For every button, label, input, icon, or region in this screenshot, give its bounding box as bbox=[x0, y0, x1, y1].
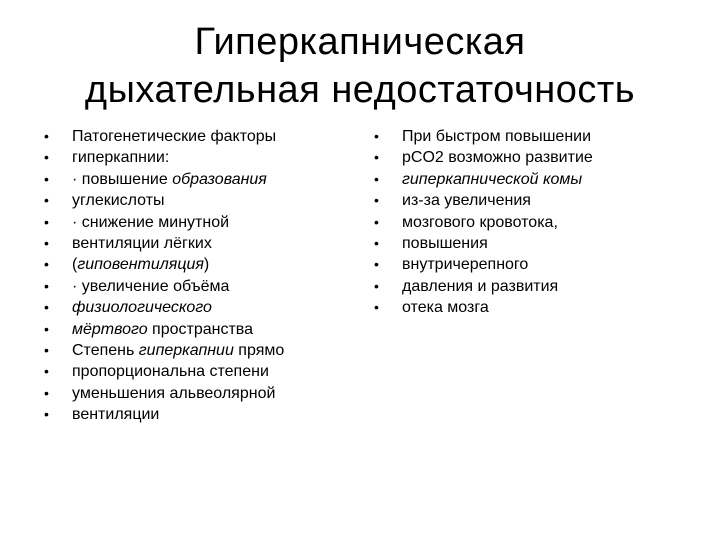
text-segment: гиперкапнии: bbox=[72, 149, 170, 167]
bullet-line bbox=[42, 254, 342, 275]
bullet-text bbox=[72, 340, 284, 361]
bullet-marker: • bbox=[44, 384, 49, 401]
bullet-text bbox=[72, 297, 212, 318]
bullet-marker: • bbox=[44, 363, 49, 380]
bullet-line bbox=[372, 126, 672, 147]
bullet-text bbox=[402, 212, 558, 233]
text-segment: прямо bbox=[233, 342, 285, 360]
bullet-text bbox=[72, 383, 275, 404]
bullet-marker: • bbox=[374, 128, 379, 144]
bullet-marker: • bbox=[374, 170, 379, 187]
bullet-line bbox=[372, 212, 672, 233]
bullet-marker: • bbox=[44, 256, 49, 273]
bullet-text bbox=[402, 147, 593, 168]
text-segment: уменьшения альвеолярной bbox=[72, 384, 276, 402]
text-segment: ( bbox=[72, 256, 78, 274]
bullet-text bbox=[72, 126, 276, 147]
bullet-line bbox=[42, 169, 342, 190]
bullet-marker: • bbox=[44, 299, 49, 316]
bullet-text bbox=[402, 276, 558, 297]
italic-text-segment: физиологического bbox=[72, 299, 212, 317]
text-segment: повышения bbox=[402, 235, 488, 253]
text-segment: внутричерепного bbox=[402, 256, 529, 274]
bullet-marker: • bbox=[44, 320, 49, 337]
bullet-marker: • bbox=[44, 213, 49, 230]
right-bullet-column bbox=[372, 126, 672, 319]
bullet-text bbox=[72, 212, 229, 233]
bullet-text bbox=[72, 190, 165, 211]
text-segment: · повышение bbox=[72, 170, 173, 188]
bullet-line bbox=[42, 147, 342, 168]
text-segment: пространства bbox=[147, 320, 254, 338]
bullet-marker: • bbox=[44, 149, 49, 166]
text-segment: давления и развития bbox=[402, 277, 559, 295]
slide-title bbox=[0, 18, 720, 114]
bullet-marker: • bbox=[374, 149, 379, 166]
bullet-marker: • bbox=[374, 299, 379, 316]
text-segment: отека мозга bbox=[402, 299, 489, 317]
bullet-marker: • bbox=[44, 406, 49, 423]
bullet-line bbox=[42, 340, 342, 361]
bullet-line bbox=[42, 233, 342, 254]
bullet-text bbox=[402, 233, 488, 254]
bullet-text bbox=[72, 147, 169, 168]
text-segment: ) bbox=[203, 256, 210, 274]
text-segment: вентиляции bbox=[72, 406, 160, 424]
bullet-marker: • bbox=[44, 170, 49, 187]
bullet-text bbox=[402, 190, 531, 211]
bullet-text bbox=[402, 126, 591, 147]
bullet-line bbox=[372, 297, 672, 318]
text-segment: из-за увеличения bbox=[402, 192, 531, 210]
title-line-2: дыхательная недостаточность bbox=[84, 69, 636, 111]
text-segment: рCO2 возможно развитие bbox=[402, 149, 593, 167]
bullet-text bbox=[402, 169, 582, 190]
bullet-text bbox=[72, 169, 267, 190]
bullet-text bbox=[72, 404, 159, 425]
bullet-marker: • bbox=[44, 192, 49, 209]
left-bullet-column bbox=[42, 126, 342, 426]
italic-text-segment: гиперкапнической комы bbox=[402, 170, 583, 188]
bullet-line bbox=[372, 169, 672, 190]
bullet-marker: • bbox=[374, 213, 379, 230]
bullet-line bbox=[42, 404, 342, 425]
bullet-line bbox=[42, 383, 342, 404]
text-segment: мозгового кровотока, bbox=[402, 213, 558, 231]
title-line-1: Гиперкапническая bbox=[194, 21, 526, 63]
bullet-text bbox=[72, 319, 253, 340]
text-segment: углекислоты bbox=[72, 192, 165, 210]
italic-text-segment: гиперкапнии bbox=[138, 342, 234, 360]
bullet-marker: • bbox=[374, 256, 379, 273]
bullet-marker: • bbox=[374, 235, 379, 252]
bullet-text bbox=[72, 276, 229, 297]
text-segment: При быстром повышении bbox=[402, 128, 592, 145]
bullet-text bbox=[72, 254, 209, 275]
bullet-line bbox=[42, 126, 342, 147]
italic-text-segment: гиповентиляция bbox=[77, 256, 204, 274]
bullet-line bbox=[42, 319, 342, 340]
text-segment: пропорциональна степени bbox=[72, 363, 269, 381]
bullet-text bbox=[72, 233, 212, 254]
bullet-line bbox=[372, 233, 672, 254]
text-segment: Степень bbox=[72, 342, 139, 360]
bullet-text bbox=[72, 361, 269, 382]
bullet-marker: • bbox=[44, 277, 49, 294]
text-segment: · увеличение объёма bbox=[72, 277, 230, 295]
bullet-marker: • bbox=[44, 235, 49, 252]
bullet-line bbox=[42, 190, 342, 211]
bullet-line bbox=[42, 361, 342, 382]
bullet-line bbox=[372, 147, 672, 168]
bullet-line bbox=[372, 254, 672, 275]
text-segment: · снижение минутной bbox=[72, 213, 230, 231]
bullet-line bbox=[42, 297, 342, 318]
bullet-text bbox=[402, 297, 489, 318]
bullet-line bbox=[42, 276, 342, 297]
bullet-marker: • bbox=[374, 277, 379, 294]
italic-text-segment: образования bbox=[172, 170, 267, 188]
bullet-line bbox=[372, 190, 672, 211]
bullet-text bbox=[402, 254, 528, 275]
text-segment: вентиляции лёгких bbox=[72, 235, 212, 253]
bullet-marker: • bbox=[374, 192, 379, 209]
italic-text-segment: мёртвого bbox=[72, 320, 148, 338]
bullet-line bbox=[42, 212, 342, 233]
text-segment: Патогенетические факторы bbox=[72, 128, 277, 145]
bullet-line bbox=[372, 276, 672, 297]
bullet-marker: • bbox=[44, 128, 49, 144]
bullet-marker: • bbox=[44, 342, 49, 359]
